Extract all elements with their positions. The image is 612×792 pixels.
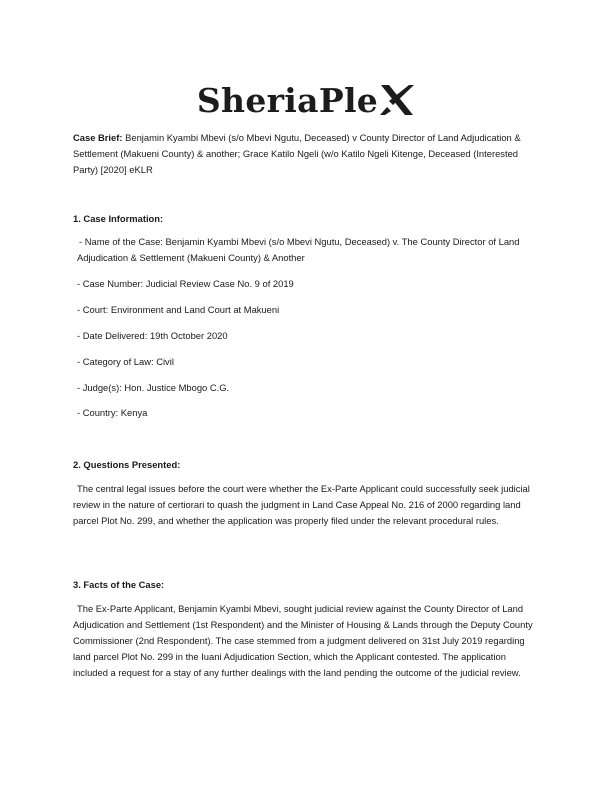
section-heading-facts: 3. Facts of the Case: xyxy=(73,579,165,590)
case-info-item: - Judge(s): Hon. Justice Mbogo C.G. xyxy=(77,382,230,393)
logo-text: SheriaPle xyxy=(196,80,379,120)
section-heading-case-information: 1. Case Information: xyxy=(73,213,164,224)
case-info-item: - Name of the Case: Benjamin Kyambi Mbevi (s/o Mbevi Ngutu, Deceased) v. The County Director of Land Adjudication & Settlement (Makueni County) & Another xyxy=(77,236,520,263)
questions-presented-text: The central legal issues before the court were whether the Ex-Parte Applicant could successfully seek judicial review in the nature of certiorari to quash the judgment in Land Case Appeal No. 216 of 2000 regarding land parcel Plot No. 299, and whether the application was properly filed under the relevant procedural rules. xyxy=(73,483,530,526)
facts-text: The Ex-Parte Applicant, Benjamin Kyambi Mbevi, sought judicial review against the County Director of Land Adjudication and Settlement (1st Respondent) and the Minister of Housing & Lands through the Deputy County Commissioner (2nd Respondent). The case stemmed from a judgment delivered on 31st July 2019 regarding land parcel Plot No. 299 in the Iuani Adjudication Section, which the Applicant contested. The application included a request for a stay of any further dealings with the land pending the outcome of the judicial review. xyxy=(73,603,533,678)
case-info-item: - Case Number: Judicial Review Case No. 9 of 2019 xyxy=(77,278,294,289)
section-heading-questions-presented: 2. Questions Presented: xyxy=(73,459,181,470)
sheriaplex-logo xyxy=(0,80,612,120)
case-info-item: - Date Delivered: 19th October 2020 xyxy=(77,330,228,341)
case-info-item: - Court: Environment and Land Court at Makueni xyxy=(77,304,280,315)
case-brief-text: Benjamin Kyambi Mbevi (s/o Mbevi Ngutu, Deceased) v County Director of Land Adjudication & Settlement (Makueni County) & another; Grace Katilo Ngeli (w/o Katilo Ngeli Kitenge, Deceased (Interested Party) [2020] eKLR xyxy=(73,132,521,175)
case-brief-label: Case Brief: xyxy=(73,132,123,143)
case-brief xyxy=(73,130,543,178)
logo-x-mark-icon xyxy=(379,83,415,117)
case-info-item: - Country: Kenya xyxy=(77,407,148,418)
case-info-item: - Category of Law: Civil xyxy=(77,356,174,367)
